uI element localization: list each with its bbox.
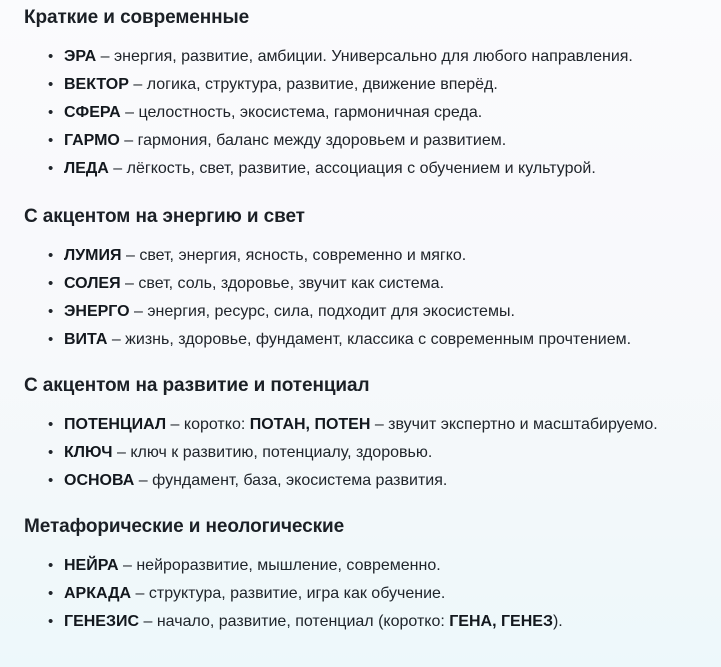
term-label: ГАРМО [64, 132, 120, 149]
term-description: жизнь, здоровье, фундамент, классика с современным прочтением. [125, 331, 632, 348]
term-separator: – [107, 331, 126, 348]
term-description-strong: ГЕНА, ГЕНЕЗ [449, 613, 553, 630]
bullet-icon: • [48, 416, 54, 433]
term-separator: – [120, 104, 139, 121]
term-description: свет, соль, здоровье, звучит как система. [138, 275, 445, 292]
list-item [0, 43, 721, 71]
bullet-icon: • [48, 303, 54, 320]
term-separator: – [166, 416, 184, 433]
bullet-icon: • [48, 104, 54, 121]
term-label: ЛУМИЯ [64, 247, 122, 264]
term-description: логика, структура, развитие, движение вперёд. [146, 76, 498, 93]
list-item [0, 326, 721, 354]
term-description-after: ). [552, 613, 563, 630]
list-item [0, 580, 721, 608]
term-separator: – [131, 585, 149, 602]
term-description: энергия, ресурс, сила, подходит для экосистемы. [147, 303, 515, 320]
bullet-icon: • [48, 48, 54, 65]
term-label: ПОТЕНЦИАЛ [64, 416, 167, 433]
list-item [0, 298, 721, 326]
bullet-icon: • [48, 557, 54, 574]
section-s-akcentom-na-energiyu-i-svet [0, 183, 721, 354]
list-item [0, 155, 721, 183]
bullet-icon: • [48, 275, 54, 292]
bullet-icon: • [48, 160, 54, 177]
list-item [0, 608, 721, 636]
term-label: НЕЙРА [64, 557, 119, 574]
term-description-before: коротко: [183, 416, 250, 433]
term-separator: – [139, 613, 157, 630]
section-heading: С акцентом на развитие и потенциал [24, 375, 370, 396]
term-separator: – [108, 160, 127, 177]
term-separator: – [121, 247, 140, 264]
term-list [0, 229, 721, 354]
bullet-icon: • [48, 331, 54, 348]
list-item [0, 467, 721, 495]
term-description: нейроразвитие, мышление, современно. [136, 557, 441, 574]
term-description-strong: ПОТАН, ПОТЕН [249, 416, 371, 433]
term-label: ВИТА [64, 331, 108, 348]
bullet-icon: • [48, 247, 54, 264]
list-item [0, 99, 721, 127]
list-item [0, 411, 721, 439]
term-description: лёгкость, свет, развитие, ассоциация с обучением и культурой. [126, 160, 596, 177]
bullet-icon: • [48, 132, 54, 149]
term-separator: – [118, 557, 137, 574]
term-description-before: начало, развитие, потенциал (коротко: [156, 613, 450, 630]
list-item [0, 71, 721, 99]
section-heading: Метафорические и неологические [24, 516, 345, 537]
term-label: КЛЮЧ [64, 444, 113, 461]
term-label: ВЕКТОР [64, 76, 129, 93]
term-separator: – [134, 472, 153, 489]
section-heading: Краткие и современные [24, 7, 250, 28]
term-label: АРКАДА [64, 585, 132, 602]
list-item [0, 242, 721, 270]
term-description: свет, энергия, ясность, современно и мягко. [139, 247, 467, 264]
term-description: ключ к развитию, потенциалу, здоровью. [130, 444, 433, 461]
term-list [0, 398, 721, 495]
section-kratkie-i-sovremennye [0, 0, 721, 183]
term-separator: – [120, 275, 139, 292]
term-label: ГЕНЕЗИС [64, 613, 140, 630]
bullet-icon: • [48, 585, 54, 602]
section-s-akcentom-na-razvitie-i-potencial [0, 354, 721, 495]
term-separator: – [119, 132, 138, 149]
term-label: СОЛЕЯ [64, 275, 121, 292]
term-description: фундамент, база, экосистема развития. [152, 472, 448, 489]
term-description: целостность, экосистема, гармоничная среда. [138, 104, 483, 121]
bullet-icon: • [48, 613, 54, 630]
bullet-icon: • [48, 76, 54, 93]
term-description: структура, развитие, игра как обучение. [148, 585, 446, 602]
term-label: ЭРА [64, 48, 97, 65]
term-separator: – [129, 303, 148, 320]
bullet-icon: • [48, 472, 54, 489]
list-item [0, 127, 721, 155]
term-list [0, 30, 721, 183]
term-description-after: – звучит экспертно и масштабируемо. [370, 416, 658, 433]
term-label: ЭНЕРГО [64, 303, 130, 320]
list-item [0, 552, 721, 580]
term-description: гармония, баланс между здоровьем и развитием. [137, 132, 507, 149]
list-item [0, 439, 721, 467]
section-heading: С акцентом на энергию и свет [24, 206, 305, 227]
term-separator: – [128, 76, 147, 93]
term-list [0, 539, 721, 636]
bullet-icon: • [48, 444, 54, 461]
list-item [0, 270, 721, 298]
section-metaforicheskie-i-neologicheskie [0, 495, 721, 636]
term-label: ЛЕДА [64, 160, 109, 177]
term-label: ОСНОВА [64, 472, 135, 489]
term-description: энергия, развитие, амбиции. Универсально для любого направления. [114, 48, 633, 65]
term-separator: – [112, 444, 131, 461]
term-separator: – [96, 48, 114, 65]
term-label: СФЕРА [64, 104, 121, 121]
